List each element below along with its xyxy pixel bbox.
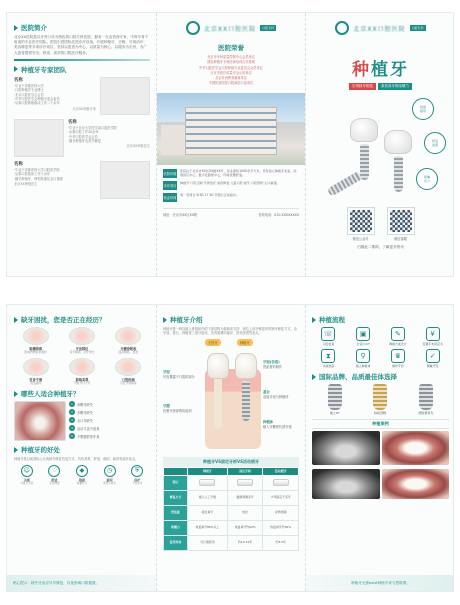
divider: [14, 59, 150, 61]
implant-screw-icon: [328, 384, 342, 410]
implant-diagram: [163, 339, 299, 453]
implant-screw-icon: [419, 384, 433, 410]
clock-icon: ◷: [104, 465, 116, 477]
doctor-card: [14, 161, 150, 199]
flow-step: ✎ 种植方案设计: [382, 327, 415, 346]
advantage-item: ⛨ 保护 不伤邻牙: [132, 466, 143, 485]
logo-badge: 口腔专科: [411, 26, 424, 30]
qr-label: 微信公众号: [352, 237, 369, 241]
phone-text[interactable]: 咨询电话：010-XXXXXXXX: [258, 212, 299, 217]
screw-icon: [360, 144, 369, 180]
brands-heading: 国际品牌、品质最佳体选择: [312, 372, 449, 381]
cover-subtitle-a: 告别缺牙困扰: [349, 83, 376, 90]
info-services: [163, 181, 299, 190]
comparison-table: [163, 467, 299, 551]
flow-steps: [312, 327, 449, 368]
tip-footer: 贴心提示：缺失牙齿应尽早修复，以免影响口腔健康。: [7, 575, 156, 591]
honor-item: 北京市牙科质量控制中心会员单位: [207, 55, 255, 59]
hospital-logo: [312, 21, 449, 35]
doctor-bio: ·毕业于首都医科大学 ·口腔种植学专业博士 ·北京口腔医学会会员 ·中华口腔医学会种植专委会委员 ·从事口腔种植临床工作二十余年: [14, 83, 60, 106]
problem-photo: [69, 358, 95, 376]
cases-footer: 种植牙无需exist种植专家与您联系。: [306, 575, 454, 591]
candidate-item: 5 不想磨损邻牙者: [69, 433, 150, 439]
crown-icon: ♛: [391, 349, 405, 363]
panel-hospital-honor: [156, 13, 305, 276]
flow-step: ⚲ 植入种植体: [347, 349, 380, 368]
problem-item: 影响美观 不敢开口大笑: [60, 358, 103, 386]
heart-icon: ♡: [48, 465, 60, 477]
mouth-photo-before: [382, 431, 450, 465]
cover-title: [312, 55, 449, 80]
implant-intro-heading: 种植牙介绍: [163, 315, 299, 324]
flow-step: ▣ 全景片/CT: [347, 327, 380, 346]
doctor-title: 北京XX种植医生: [126, 144, 150, 149]
xray-after: [312, 469, 380, 499]
timer-icon: ⧗: [321, 349, 335, 363]
panel-implant-intro: [156, 305, 305, 591]
advantage-item: ♡ 舒适 无异物感: [49, 466, 60, 485]
cover-title-char: 种: [352, 60, 371, 80]
diagram-label: 种植体 植入牙槽骨代替牙根: [263, 419, 292, 429]
diagram-label: 基台 连接牙冠与种植体: [263, 389, 289, 399]
triangle-icon: [312, 317, 316, 323]
doctor-card: [14, 119, 150, 157]
candidate-item: 2 多颗牙缺失: [69, 409, 150, 415]
comparison-title: 种植牙VS固定牙桥VS活动假牙: [163, 457, 299, 467]
implant-screw-icon: [373, 384, 387, 410]
doctor-photo: [100, 77, 150, 115]
screw-icon: [394, 156, 403, 192]
panel-problems: [7, 305, 156, 591]
table-row: 使用寿命 可长期使用 约10-15年 约3-5年: [164, 535, 299, 550]
problem-photo: [69, 327, 95, 345]
triangle-icon: [14, 447, 18, 453]
problems-heading: 缺牙困扰，您是否正在经历？: [14, 315, 150, 324]
brand-item: 德国费蒂克: [418, 384, 433, 415]
brochure-outside: [6, 12, 454, 277]
mouth-photo-after: [382, 469, 450, 499]
cash-icon: ¥: [426, 327, 440, 341]
logo-icon: [186, 21, 200, 35]
table-row: 修复方式 植入人工牙根 磨损两侧邻牙 卡环固定于邻牙: [164, 490, 299, 505]
implant-brands: [312, 384, 449, 415]
advantages-grid: [14, 465, 150, 485]
triangle-icon: [14, 317, 18, 323]
doctor-name: 名称: [14, 161, 23, 167]
triangle-icon: [163, 317, 167, 323]
panel-hospital-intro: [7, 13, 156, 276]
check-icon: ✓: [426, 349, 440, 363]
candidate-item: 1 单颗牙缺失: [69, 401, 150, 407]
doctor-title: 北京XX种植专家: [72, 106, 96, 111]
xray-before: [312, 431, 380, 465]
logo-icon: [335, 21, 349, 35]
problem-item: 发音不清 说话漏风: [14, 358, 57, 386]
intro-heading: 医院简介: [14, 23, 150, 32]
honor-item: 国际种植牙专科医师培训合作基地: [207, 60, 255, 65]
table-header-row: 种植牙 固定牙桥 活动假牙: [164, 467, 299, 475]
problem-item: 咀嚼困难 影响食物消化吸收: [14, 327, 57, 355]
advantage-item: ◆ 稳固 咀嚼有力: [76, 466, 88, 485]
triangle-icon: [14, 391, 18, 397]
triangle-icon: [14, 25, 18, 31]
qr-code-icon[interactable]: [388, 208, 414, 234]
missing-teeth-photo: [14, 401, 66, 441]
flow-step: ✓ 佩戴牙冠: [416, 349, 449, 368]
doctor-photo: [14, 119, 64, 157]
plan-icon: ✎: [391, 327, 405, 341]
implant-crown-icon: [235, 353, 257, 379]
feature-bubble: 舒适 美观: [424, 132, 446, 154]
diagram-label: 牙龈 包裹牙颈部的软组织: [163, 403, 192, 413]
hospital-logo: [163, 21, 299, 35]
triangle-icon: [312, 374, 316, 380]
table-row: 舒适度 接近真牙 较好 异物感强: [164, 505, 299, 520]
case-results: [312, 469, 449, 501]
feature-bubble: 稳固 耐用: [412, 98, 434, 120]
flow-heading: 种植流程: [312, 315, 449, 324]
implant-intro-text: 种植牙是一种以植入骨组织内的下部结构为基础来支持、固位上部牙修复体的缺牙修复方式，由牙冠、基台、种植体三部分组成，具有咀嚼功能好、舒适美观等优点。: [163, 327, 297, 336]
case-xrays: [312, 431, 449, 467]
intro-text: 北京XX医院是以牙科门诊为特色的口腔专科医院，拥有一支由资深专家、中青年骨干组成的专业医疗团队。医院引进国际先进诊疗设备，开展种植牙、正畸、牙周治疗、美容修复等多项诊疗项目，坚持以患者为中心，以质量为核心，以服务为宗旨，为广大患者提供安全、舒适、高效的口腔医疗服务。: [14, 35, 149, 55]
flow-step: ♛ 制作牙冠: [382, 349, 415, 368]
denture-image: [273, 479, 289, 486]
natural-tooth-pill: 天然牙: [205, 339, 221, 346]
implant-pill: 种植牙: [237, 339, 253, 346]
problem-item: 牙槽骨吸收 面部塌陷、显老: [107, 327, 150, 355]
cover-title-char: 牙: [390, 60, 409, 80]
panel-flow-brands-cases: [305, 305, 454, 591]
problem-photo: [23, 327, 49, 345]
honor-item: 北京市医疗质量安全示范单位: [210, 70, 252, 75]
candidates-heading: 哪些人适合种植牙？: [14, 389, 150, 398]
diagram-label: 牙冠 牙齿暴露于口腔的部分: [163, 369, 195, 379]
advantage-item: ◷ 耐用 使用寿命长: [103, 466, 117, 485]
crown-icon: [384, 130, 412, 154]
phone-icon: ☏: [321, 327, 335, 341]
info-hours: [163, 193, 299, 202]
candidate-item: 3 全口牙缺失: [69, 417, 150, 423]
info-tag: 诊疗项目: [163, 181, 177, 190]
implant-image: [199, 479, 215, 486]
crown-icon: [350, 118, 378, 142]
scan-icon: ▣: [356, 327, 370, 341]
doctor-bio: ·毕业于首都医科大学口腔医学院 ·从事口腔临床工作十余年 ·擅长种植牙、即刻负重及全口重建: [14, 167, 63, 181]
flow-step: ¥ 签署手术同意书: [416, 327, 449, 346]
hospital-photo: [157, 93, 305, 165]
qr-label: 微信客服: [394, 237, 407, 241]
info-environment: [163, 169, 299, 178]
advantages-heading: 种植牙的好处: [14, 445, 150, 454]
info-text: 周一至周日 8:30-17:30 节假日正常接诊。: [180, 192, 240, 197]
honor-list: [163, 55, 299, 87]
table-row: 咀嚼力 恢复真牙80%以上 恢复真牙约60% 恢复真牙约30%: [164, 520, 299, 535]
qr-code-icon[interactable]: [348, 208, 374, 234]
diagram-label: 牙冠(仿真) 瓷质材料制作: [263, 359, 283, 369]
logo-text: 北京XX口腔医院: [203, 25, 257, 33]
doctor-name: 名称: [14, 77, 23, 83]
candidate-item: 4 活动义齿不适者: [69, 425, 150, 431]
bridge-image: [237, 479, 253, 486]
implant-screw-icon: [242, 381, 250, 421]
problem-item: 牙齿移位 邻牙倾斜、对牙伸长: [60, 327, 103, 355]
natural-tooth-icon: [207, 353, 229, 379]
flow-step: ☏ 口腔检查: [312, 327, 345, 346]
cover-title-char: 植: [371, 60, 390, 80]
honor-title: 医院荣誉: [218, 44, 244, 52]
cover-subtitle-b: 重获真牙般咀嚼力: [378, 83, 412, 90]
triangle-icon: [14, 66, 18, 72]
doctor-name: 名称: [68, 119, 77, 125]
flow-step: ⧗ 术前准备: [312, 349, 345, 368]
brochure-inside: [6, 304, 454, 592]
advantages-text: 种植牙是目前国际公认的缺牙修复首选方式，具有美观、舒适、稳固、耐用等诸多优点。: [14, 457, 139, 462]
experts-heading: 种植牙专家团队: [14, 65, 150, 74]
problem-grid: [14, 327, 150, 385]
honor-item: 北京市消费者满意单位: [215, 76, 247, 81]
advantage-item: ☺ 美观 与真牙无异: [20, 466, 34, 485]
info-text: 种植牙·口腔正畸·牙周治疗·美容修复·儿童口腔·拔牙·口腔预防·全口重建。: [180, 180, 280, 185]
contact-bar: [163, 208, 299, 217]
scan-hint: 扫描此二维码，了解更多资讯: [357, 245, 404, 249]
problem-photo: [115, 327, 141, 345]
doctor-title: 北京XX种植医生: [14, 182, 38, 187]
doctor-bio: ·毕业于北京大学医学部口腔医学院 ·从事口腔工作20余年 ·中华口腔医学会会员 ·擅长种植牙及美学修复: [68, 125, 117, 144]
info-tag: 医院环境: [163, 169, 177, 178]
implant-icon: ⚲: [356, 349, 370, 363]
address-text: 地址：北京市XX区XX路: [163, 212, 198, 217]
logo-badge: 口腔专科: [262, 26, 275, 30]
panel-cover: [305, 13, 454, 276]
problem-photo: [115, 358, 141, 376]
cases-title: 种植案例: [312, 419, 449, 429]
cover-subtitle: [312, 83, 449, 90]
feature-bubble: 咀嚼 有力: [416, 168, 438, 190]
screw-icon: [327, 171, 363, 197]
info-tag: 营业时间: [163, 193, 177, 202]
logo-text: 北京XX口腔医院: [353, 25, 406, 33]
problem-item: 口腔疾病 引发牙周病等: [107, 358, 150, 386]
doctor-card: [14, 77, 150, 115]
brand-item: 韩国登腾: [373, 384, 387, 415]
implant-illustration: [312, 96, 449, 204]
tooth-icon: ◆: [76, 465, 88, 477]
tooth-root-icon: [214, 379, 222, 429]
shield-icon: ⛨: [131, 465, 143, 477]
honor-item: 中国民营医院口腔诚信示范单位: [208, 81, 254, 86]
candidates-section: [14, 401, 150, 441]
doctor-photo: [100, 161, 150, 199]
smile-icon: ☺: [21, 465, 33, 477]
info-text: 医院位于北京市XX区XX路XX号，营业面积1000余平方米，设有独立种植手术室、消毒供应中心、数字化影像中心，环境优雅舒适。: [180, 168, 297, 178]
honor-item: 中华口腔医学会口腔种植专业委员会会员单位: [199, 65, 263, 70]
table-row: 图示: [164, 475, 299, 490]
qr-codes: [312, 208, 449, 241]
problem-photo: [23, 358, 49, 376]
brand-item: 瑞士ITI: [328, 384, 342, 415]
